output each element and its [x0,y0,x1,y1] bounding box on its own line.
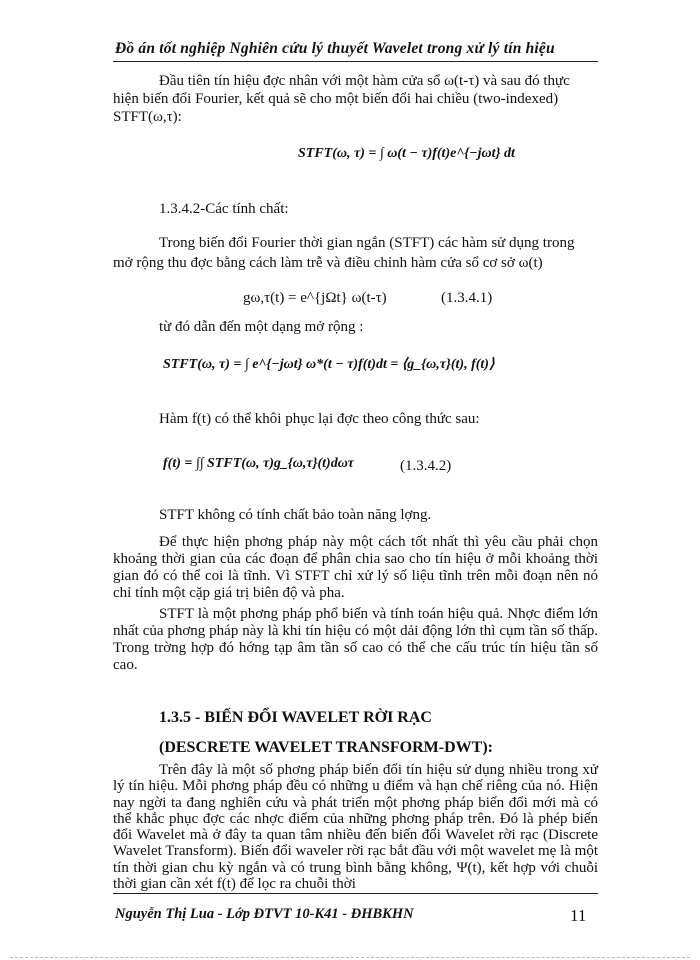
expand-text: từ đó dẫn đến một dạng mở rộng : [159,319,364,335]
paragraph-stationary: Để thực hiện phơng pháp này một cách tốt nhất thì yêu cầu phải chọn khoảng thời gian của các đoạn để phân chia sao cho tín hiệu ở mỗi khoảng thời gian đó có thể coi là tĩnh. Vì STFT chỉ xử lý số liệu tĩnh trên mỗi đoạn nên nó chỉ tính một cặp giá trị biên độ và pha. [113,534,598,601]
page-header: Đồ án tốt nghiệp Nghiên cứu lý thuyết Wavelet trong xử lý tín hiệu [115,40,555,57]
props-line-2: mở rộng thu đợc bằng cách làm trễ và điều chỉnh hàm cửa sổ cơ sở ω(t) [113,255,543,271]
page-number: 11 [570,906,587,925]
intro-line-2: hiện biến đổi Fourier, kết quả sẽ cho một biến đổi hai chiều (two-indexed) [113,91,559,107]
equation-g: gω,τ(t) = e^{jΩt} ω(t-τ) [243,290,387,306]
page-edge [10,957,690,958]
recover-text: Hàm f(t) có thể khôi phục lại đợc theo công thức sau: [159,411,480,427]
paragraph-drawback: STFT là một phơng pháp phổ biến và tính toán hiệu quả. Nhợc điểm lớn nhất của phơng pháp này là khi tín hiệu có một dải động lớn thì cụm tần số thấp. Trong trờng hợp đó hớng tạp âm tần số cao có thể che cấu trúc tín hiệu tần số cao. [113,606,598,673]
section-dwt-subtitle: (DESCRETE WAVELET TRANSFORM-DWT): [159,739,493,756]
equation-number-2: (1.3.4.2) [400,458,452,474]
paragraph-dwt: Trên đây là một số phơng pháp biến đổi tín hiệu sử dụng nhiều trong xử lý tín hiệu. Mỗi phơng pháp đều có những u điểm và hạn chế riêng của nó. Hiện nay ngời ta đang nghiên cứu và phát triển một phơng pháp biến đổi mới mà có thể khắc phục đợc các nhợc điểm của những phơng pháp trên. Đó là phép biến đổi Wavelet mà ở đây ta quan tâm nhiều đến biến đổi Wavelet rời rạc (Discrete Wavelet Transform). Biến đổi waveler rời rạc bắt đầu với một wavelet mẹ là một tín thời gian chu kỳ ngắn và có trung bình bằng không, Ψ(t), kết hợp với chuỗi thời gian cần xét f(t) để lọc ra chuỗi thời [113,762,598,893]
formula-inverse: f(t) = ∫∫ STFT(ω, τ)g_{ω,τ}(t)dωτ [163,456,354,471]
intro-line-3: STFT(ω,τ): [113,109,182,125]
props-line-1: Trong biến đổi Fourier thời gian ngắn (STFT) các hàm sử dụng trong [159,235,575,251]
formula-stft: STFT(ω, τ) = ∫ ω(t − τ)f(t)e^{−jωt} dt [298,146,515,161]
header-rule [113,61,598,62]
intro-line-1: Đầu tiên tín hiệu đợc nhân với một hàm cửa sổ ω(t-τ) và sau đó thực [159,73,570,89]
equation-number-1: (1.3.4.1) [441,290,493,306]
footer-rule [113,893,598,894]
section-properties: 1.3.4.2-Các tính chất: [159,201,289,217]
section-dwt-title: 1.3.5 - BIẾN ĐỔI WAVELET RỜI RẠC [159,709,432,726]
no-energy-text: STFT không có tính chất bảo toàn năng lợng. [159,507,432,523]
footer-author: Nguyễn Thị Lua - Lớp ĐTVT 10-K41 - ĐHBKHN [115,906,414,922]
formula-stft-expanded: STFT(ω, τ) = ∫ e^{−jωt} ω*(t − τ)f(t)dt = ⟨g_{ω,τ}(t), f(t)⟩ [163,357,495,372]
